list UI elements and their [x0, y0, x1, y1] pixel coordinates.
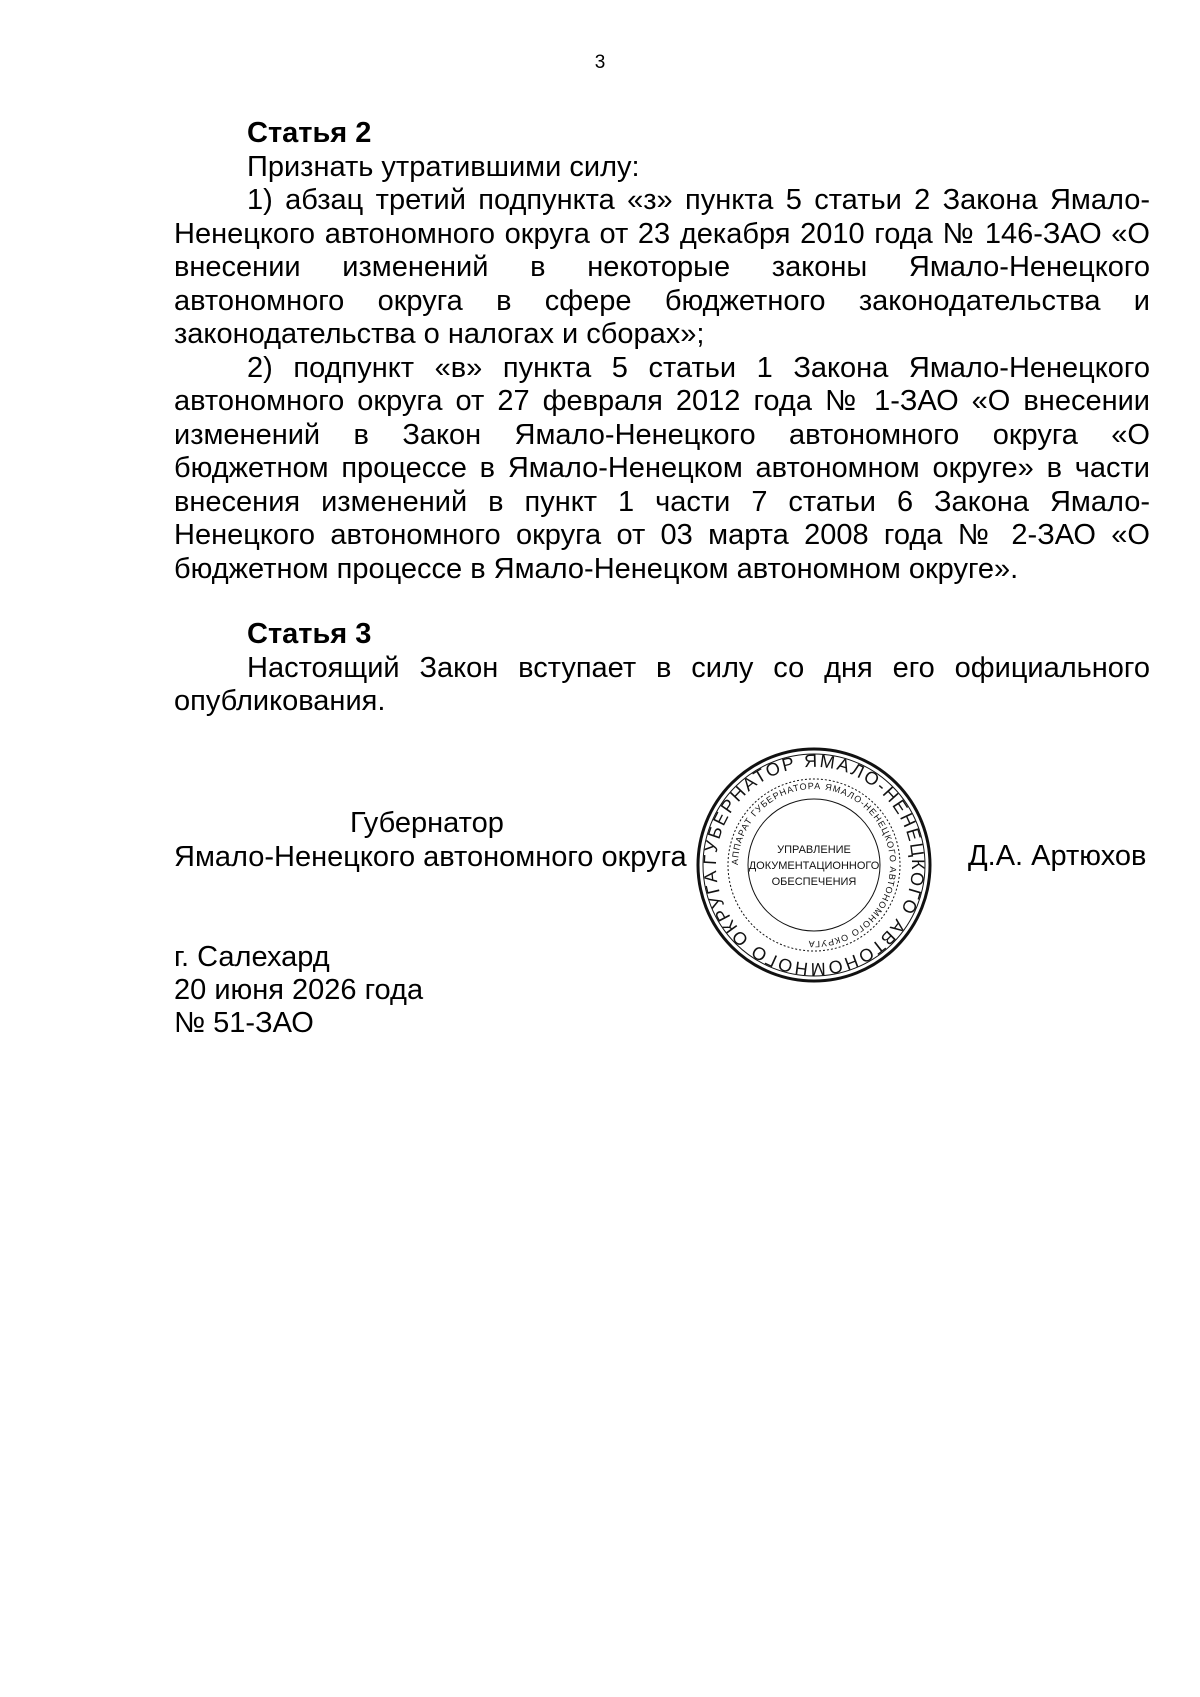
place-city: г. Салехард: [174, 941, 330, 973]
article-2-intro: Признать утратившими силу:: [247, 150, 640, 183]
seal-center-line-3: ОБЕСПЕЧЕНИЯ: [771, 876, 857, 888]
signatory-region: Ямало-Ненецкого автономного округа: [174, 840, 687, 873]
law-number: № 51-ЗАО: [174, 1007, 314, 1039]
seal-center-line-1: УПРАВЛЕНИЕ: [777, 844, 851, 856]
signatory-title: Губернатор: [350, 807, 504, 839]
law-date: 20 июня 2026 года: [174, 974, 424, 1006]
seal-center-line-2: ДОКУМЕНТАЦИОННОГО: [748, 860, 880, 872]
spacer: [174, 586, 1150, 618]
article-2-title: Статья 2: [247, 117, 372, 149]
official-seal: [694, 745, 934, 985]
place-date-number: [174, 941, 423, 1040]
seal-outer-text: ГУБЕРНАТОР ЯМАЛО-НЕНЕЦКОГО АВТОНОМНОГО ОКРУГА: [699, 750, 929, 980]
article-2-item-2: 2) подпункт «в» пункта 5 статьи 1 Закона Ямало-Ненецкого автономного округа от 27 февраля 2012 года № 1-ЗАО «О внесении изменений в Закон Ямало-Ненецкого автономного округа «О бюджетном процессе в Ямало-Ненецком автономном округе» в части внесения изменений в пункт 1 части 7 статьи 6 Закона Ямало-Ненецкого автономного округа от 03 марта 2008 года № 2-ЗАО «О бюджетном процессе в Ямало-Ненецком автономном округе».: [174, 351, 1150, 585]
article-3-title: Статья 3: [247, 618, 372, 650]
signatory-position: [174, 807, 687, 874]
article-2-item-1: 1) абзац третий подпункта «з» пункта 5 статьи 2 Закона Ямало-Ненецкого автономного округа от 23 декабря 2010 года № 146-ЗАО «О внесении изменений в некоторые законы Ямало-Ненецкого автономного округа в сфере бюджетного законодательства и законодательства о налогах и сборах»;: [174, 184, 1150, 350]
document-body: [174, 117, 1150, 719]
article-3-text: Настоящий Закон вступает в силу со дня его официального опубликования.: [174, 651, 1150, 717]
page-number: 3: [594, 52, 606, 73]
seal-inner-text: АППАРАТ ГУБЕРНАТОРА ЯМАЛО-НЕНЕЦКОГО АВТОНОМНОГО ОКРУГА: [729, 780, 899, 950]
signatory-name: Д.А. Артюхов: [968, 840, 1147, 872]
